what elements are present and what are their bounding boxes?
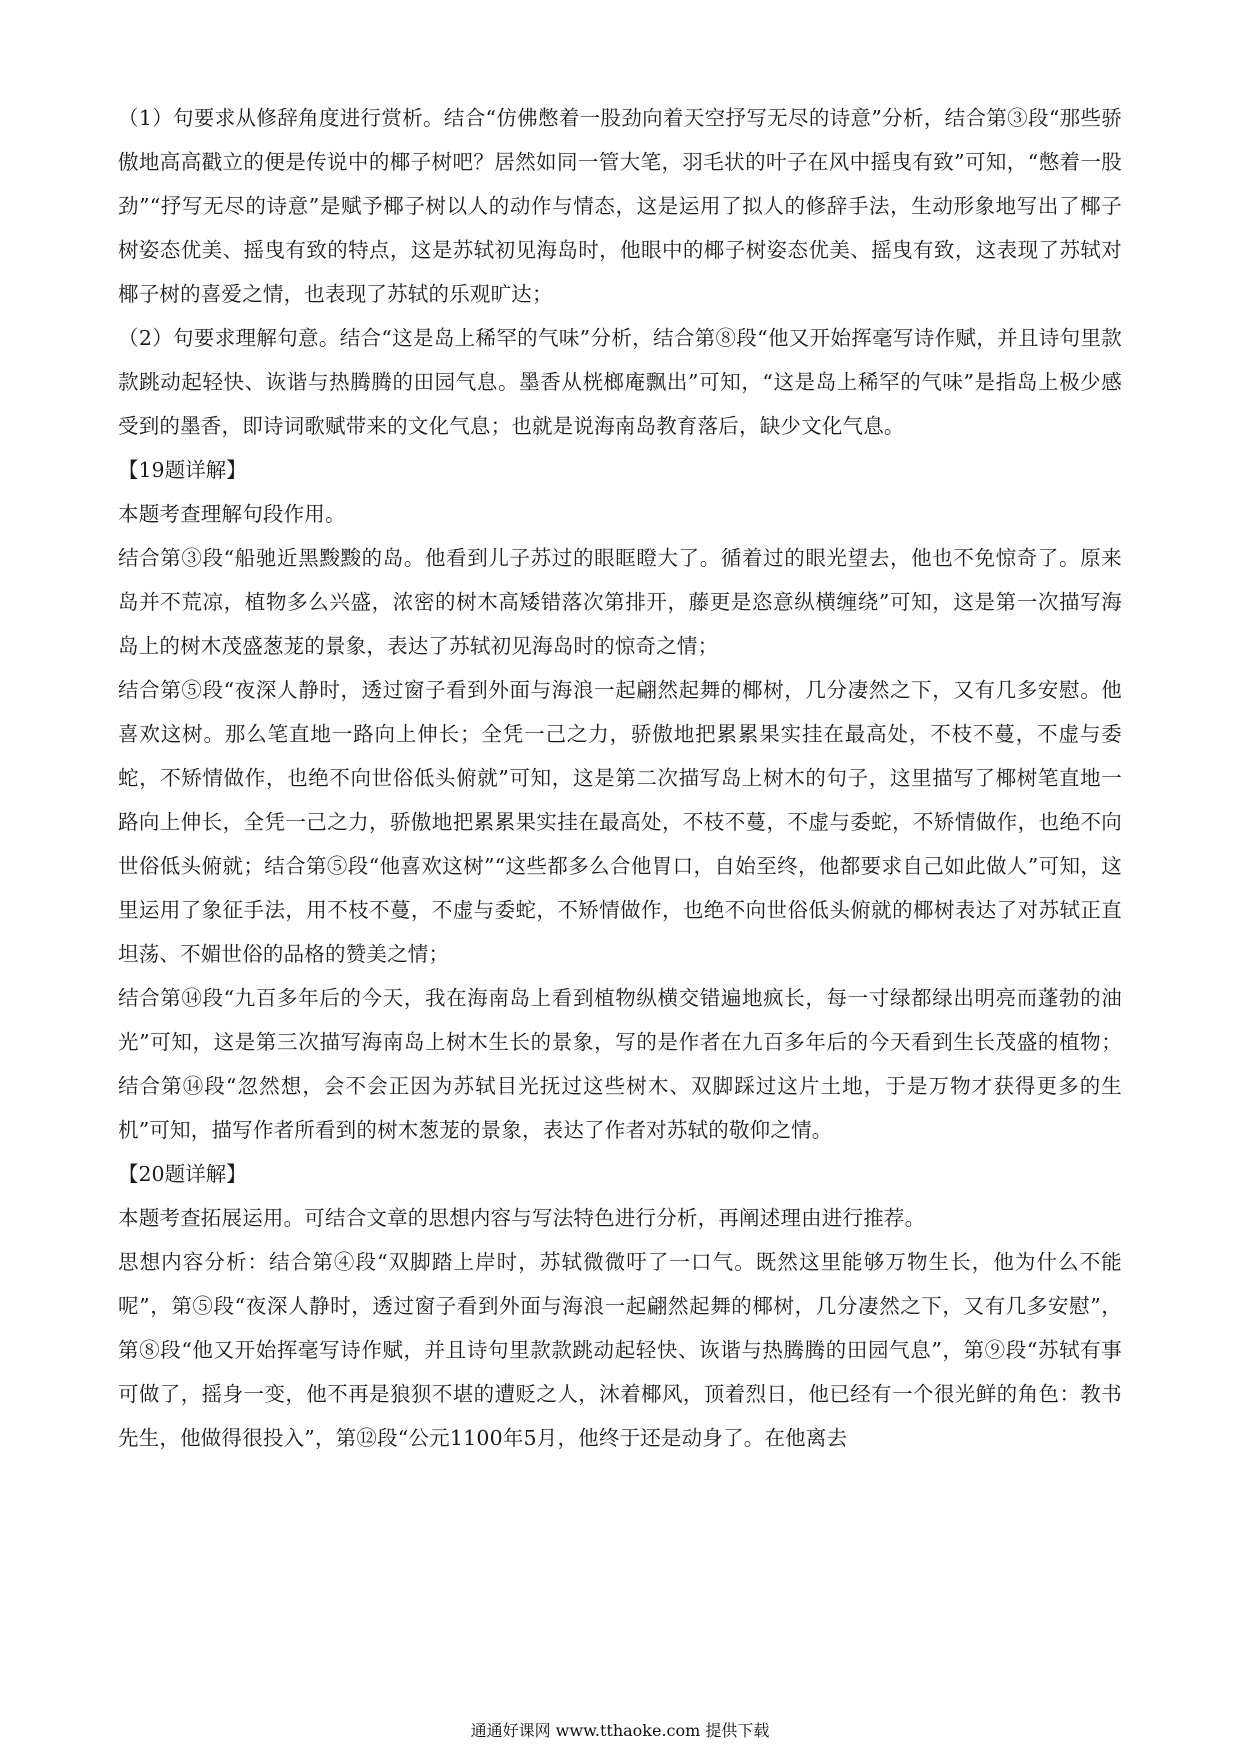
paragraph: 结合第③段“船驰近黑黢黢的岛。他看到儿子苏过的眼眶瞪大了。循着过的眼光望去，他也不免惊奇了。原来岛并不荒凉，植物多么兴盛，浓密的树木高矮错落次第排开，藤更是恣意纵横缠绕”可知，这是第一次描写海岛上的树木茂盛葱茏的景象，表达了苏轼初见海岛时的惊奇之情； [118,546,1122,658]
paragraph: （2）句要求理解句意。结合“这是岛上稀罕的气味”分析，结合第⑧段“他又开始挥毫写诗作赋，并且诗句里款款跳动起轻快、诙谐与热腾腾的田园气息。墨香从桄榔庵飘出”可知，“这是岛上稀罕的气味”是指岛上极少感受到的墨香，即诗词歌赋带来的文化气息；也就是说海南岛教育落后，缺少文化气息。 [118,326,1122,438]
paragraph: 结合第⑭段“九百多年后的今天，我在海南岛上看到植物纵横交错遍地疯长，每一寸绿都绿出明亮而蓬勃的油光”可知，这是第三次描写海南岛上树木生长的景象，写的是作者在九百多年后的今天看到生长茂盛的植物；结合第⑭段“忽然想，会不会正因为苏轼目光抚过这些树木、双脚踩过这片土地，于是万物才获得更多的生机”可知，描写作者所看到的树木葱茏的景象，表达了作者对苏轼的敬仰之情。 [118,986,1122,1142]
paragraph: （1）句要求从修辞角度进行赏析。结合“仿佛憋着一股劲向着天空抒写无尽的诗意”分析，结合第③段“那些骄傲地高高戳立的便是传说中的椰子树吧？居然如同一管大笔，羽毛状的叶子在风中摇曳有致”可知，“憋着一股劲”“抒写无尽的诗意”是赋予椰子树以人的动作与情态，这是运用了拟人的修辞手法，生动形象地写出了椰子树姿态优美、摇曳有致的特点，这是苏轼初见海岛时，他眼中的椰子树姿态优美、摇曳有致，这表现了苏轼对椰子树的喜爱之情，也表现了苏轼的乐观旷达； [118,106,1122,306]
section-heading: 【19题详解】 [118,458,247,482]
paragraph: 结合第⑤段“夜深人静时，透过窗子看到外面与海浪一起翩然起舞的椰树，几分凄然之下，又有几多安慰。他喜欢这树。那么笔直地一路向上伸长；全凭一己之力，骄傲地把累累果实挂在最高处，不枝不蔓，不虚与委蛇，不矫情做作，也绝不向世俗低头俯就”可知，这是第二次描写岛上树木的句子，这里描写了椰树笔直地一路向上伸长，全凭一己之力，骄傲地把累累果实挂在最高处，不枝不蔓，不虚与委蛇，不矫情做作，也绝不向世俗低头俯就；结合第⑤段“他喜欢这树”“这些都多么合他胃口，自始至终，他都要求自己如此做人”可知，这里运用了象征手法，用不枝不蔓，不虚与委蛇，不矫情做作，也绝不向世俗低头俯就的椰树表达了对苏轼正直坦荡、不媚世俗的品格的赞美之情； [118,678,1122,966]
paragraph: 本题考查拓展运用。可结合文章的思想内容与写法特色进行分析，再阐述理由进行推荐。 [118,1206,926,1230]
page-footer: 通通好课网 www.tthaoke.com 提供下载 [470,1721,770,1740]
paragraph: 本题考查理解句段作用。 [118,502,346,526]
document-body [118,96,1122,1460]
paragraph: 思想内容分析：结合第④段“双脚踏上岸时，苏轼微微吁了一口气。既然这里能够万物生长，他为什么不能呢”，第⑤段“夜深人静时，透过窗子看到外面与海浪一起翩然起舞的椰树，几分凄然之下，又有几多安慰”，第⑧段“他又开始挥毫写诗作赋，并且诗句里款款跳动起轻快、诙谐与热腾腾的田园气息”，第⑨段“苏轼有事可做了，摇身一变，他不再是狼狈不堪的遭贬之人，沐着椰风，顶着烈日，他已经有一个很光鲜的角色：教书先生，他做得很投入”，第⑫段“公元1100年5月，他终于还是动身了。在他离去 [118,1250,1122,1450]
section-heading: 【20题详解】 [118,1162,247,1186]
